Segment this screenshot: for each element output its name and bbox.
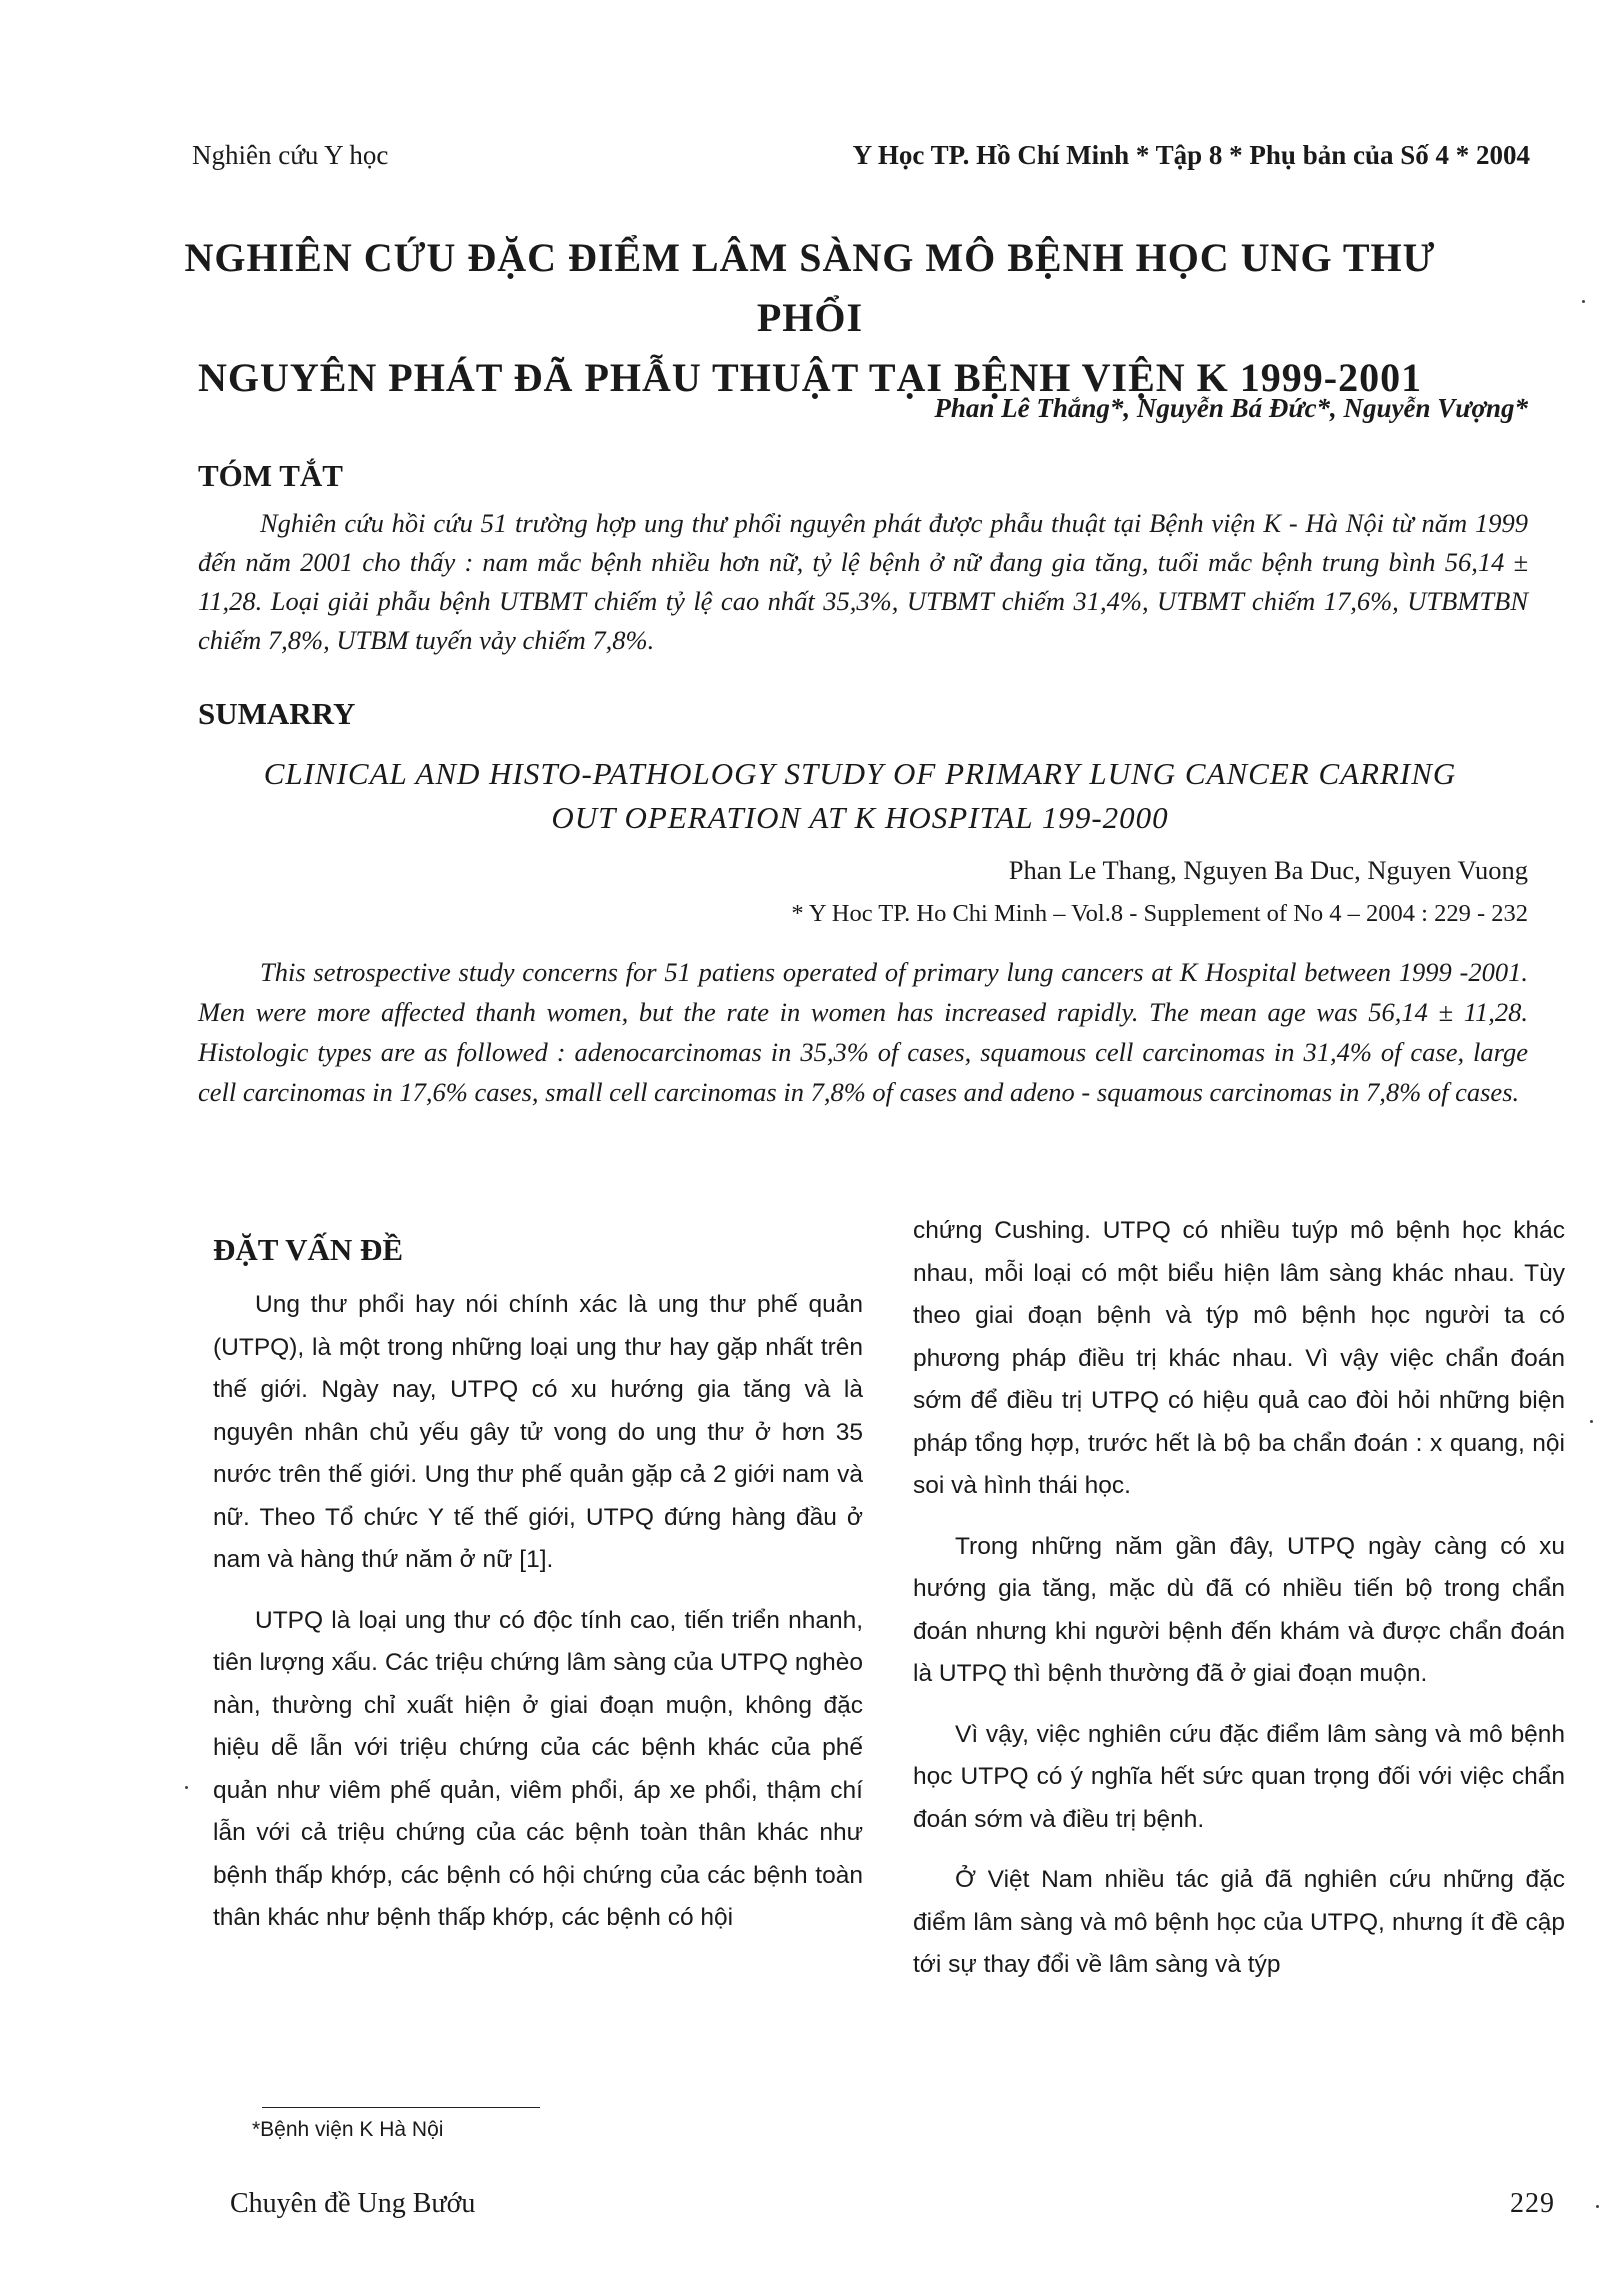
summary-heading: SUMARRY: [198, 696, 356, 731]
summary-authors: Phan Le Thang, Nguyen Ba Duc, Nguyen Vuong: [1008, 855, 1528, 885]
intro-heading: ĐẶT VẤN ĐỀ: [213, 1232, 404, 1267]
article-title-line2: NGUYÊN PHÁT ĐÃ PHẪU THUẬT TẠI BỆNH VIỆN K 1999-2001: [197, 355, 1423, 400]
running-header-left: Nghiên cứu Y học: [192, 140, 389, 170]
intro-left-paragraph-1: Ung thư phổi hay nói chính xác là ung thư phế quản (UTPQ), là một trong những loại ung thư hay gặp nhất trên thế giới. Ngày nay, UTPQ có xu hướng gia tăng và là nguyên nhân chủ yếu gây tử vong do ung thư ở hơn 35 nước trên thế giới. Ung thư phế quản gặp cả 2 giới nam và nữ. Theo Tổ chức Y tế thế giới, UTPQ đứng hàng đầu ở nam và hàng thứ năm ở nữ [1].: [213, 1291, 863, 1573]
article-title-line1: NGHIÊN CỨU ĐẶC ĐIỂM LÂM SÀNG MÔ BỆNH HỌC UNG THƯ PHỔI: [184, 235, 1436, 340]
tom-tat-heading: TÓM TẮT: [198, 458, 343, 493]
footer-section-name: Chuyên đề Ung Bướu: [230, 2188, 476, 2219]
intro-right-paragraph-2: Trong những năm gần đây, UTPQ ngày càng có xu hướng gia tăng, mặc dù đã có nhiều tiến bộ trong chẩn đoán nhưng khi người bệnh đến khám và được chẩn đoán là UTPQ thì bệnh thường đã ở giai đoạn muộn.: [913, 1532, 1565, 1687]
scan-speck: [1590, 1420, 1593, 1423]
intro-left-paragraph-2: UTPQ là loại ung thư có độc tính cao, tiến triển nhanh, tiên lượng xấu. Các triệu chứng lâm sàng của UTPQ nghèo nàn, thường chỉ xuất hiện ở giai đoạn muộn, không đặc hiệu dễ lẫn với triệu chứng của các bệnh khác của phế quản như viêm phế quản, viêm phổi, áp xe phổi, thậm chí lẫn với cả triệu chứng của các bệnh toàn thân khác như bệnh thấp khớp, các bệnh có hội chứng của các bệnh toàn thân khác như bệnh thấp khớp, các bệnh có hội: [213, 1606, 863, 1931]
authors-vn: Phan Lê Thắng*, Nguyễn Bá Đức*, Nguyễn Vượng*: [934, 393, 1528, 423]
footnote: *Bệnh viện K Hà Nội: [252, 2118, 444, 2141]
summary-title: [195, 752, 1525, 840]
summary-text: This setrospective study concerns for 51 patiens operated of primary lung cancers at K Hospital between 1999 -2001. Men were more affected thanh women, but the rate in women has increased rapidly. The mean age was 56,14 ± 11,28. Histologic types are as followed : adenocarcinomas in 35,3% of cases, squamous cell carcinomas in 31,4% of case, large cell carcinomas in 17,6% cases, small cell carcinomas in 7,8% of cases and adeno - squamous carcinomas in 7,8% of cases.: [198, 957, 1528, 1107]
running-header-right: Y Học TP. Hồ Chí Minh * Tập 8 * Phụ bản của Số 4 * 2004: [852, 140, 1530, 170]
intro-right-paragraph-3: Vì vậy, việc nghiên cứu đặc điểm lâm sàng và mô bệnh học UTPQ có ý nghĩa hết sức quan trọng đối với việc chẩn đoán sớm và điều trị bệnh.: [913, 1720, 1565, 1833]
summary-citation: * Y Hoc TP. Ho Chi Minh – Vol.8 - Supplement of No 4 – 2004 : 229 - 232: [791, 900, 1528, 927]
scan-speck: [1582, 300, 1585, 303]
page-number: 229: [1510, 2188, 1555, 2219]
tom-tat-text: Nghiên cứu hồi cứu 51 trường hợp ung thư phổi nguyên phát được phẫu thuật tại Bệnh viện K - Hà Nội từ năm 1999 đến năm 2001 cho thấy : nam mắc bệnh nhiều hơn nữ, tỷ lệ bệnh ở nữ đang gia tăng, tuổi mắc bệnh trung bình 56,14 ± 11,28. Loại giải phẫu bệnh UTBMT chiếm tỷ lệ cao nhất 35,3%, UTBMT chiếm 31,4%, UTBMT chiếm 17,6%, UTBMTBN chiếm 7,8%, UTBM tuyến vảy chiếm 7,8%.: [198, 508, 1528, 655]
intro-right-column: [913, 1210, 1565, 2005]
scan-speck: [1596, 2205, 1599, 2208]
summary-title-line1: CLINICAL AND HISTO-PATHOLOGY STUDY OF PRIMARY LUNG CANCER CARRING: [263, 756, 1457, 791]
intro-left-column: [213, 1284, 863, 1958]
footnote-rule: [262, 2107, 540, 2108]
intro-right-paragraph-1: chứng Cushing. UTPQ có nhiều tuýp mô bệnh học khác nhau, mỗi loại có một biểu hiện lâm sàng khác nhau. Tùy theo giai đoạn bệnh và týp mô bệnh học người ta có phương pháp điều trị khác nhau. Vì vậy việc chẩn đoán sớm để điều trị UTPQ có hiệu quả cao đòi hỏi những biện pháp tổng hợp, trước hết là bộ ba chẩn đoán : x quang, nội soi và hình thái học.: [913, 1217, 1565, 1499]
summary-title-line2: OUT OPERATION AT K HOSPITAL 199-2000: [551, 800, 1169, 835]
intro-right-paragraph-4: Ở Việt Nam nhiều tác giả đã nghiên cứu những đặc điểm lâm sàng và mô bệnh học của UTPQ, nhưng ít đề cập tới sự thay đổi về lâm sàng và týp: [913, 1866, 1565, 1978]
article-title: [150, 228, 1470, 408]
scan-speck: [185, 1786, 188, 1789]
